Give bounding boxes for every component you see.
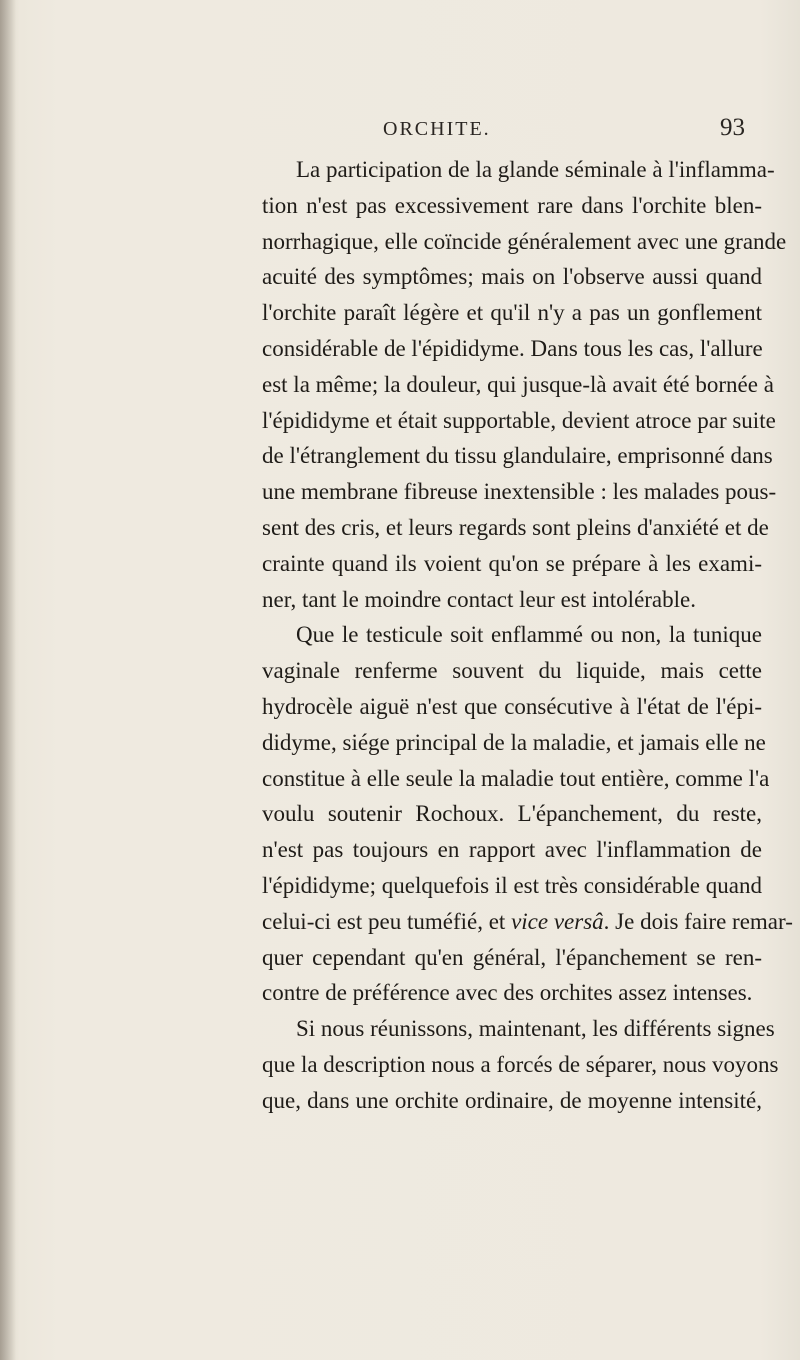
text-line: considérable de l'épididyme. Dans tous les cas, l'allure <box>262 335 763 361</box>
running-title: ORCHITE. <box>383 118 491 140</box>
text-line: celui-ci est peu tuméfié, et vice versâ. Je dois faire remar- <box>262 908 793 934</box>
text-line: constitue à elle seule la maladie tout entière, comme l'a <box>262 765 770 791</box>
text-line: ner, tant le moindre contact leur est intolérable. <box>262 586 696 612</box>
text-line: que, dans une orchite ordinaire, de moyenne intensité, <box>262 1087 762 1113</box>
text-line: contre de préférence avec des orchites assez intenses. <box>262 980 753 1006</box>
text-line: sent des cris, et leurs regards sont pleins d'anxiété et de <box>262 514 769 540</box>
text-line: que la description nous a forcés de séparer, nous voyons <box>262 1051 779 1077</box>
text-line: l'épididyme; quelquefois il est très considérable quand <box>262 872 762 898</box>
text-line: tion n'est pas excessivement rare dans l'orchite blen- <box>262 192 762 218</box>
text-line: voulu soutenir Rochoux. L'épanchement, du reste, <box>262 801 762 827</box>
text-line: Que le testicule soit enflammé ou non, la tunique <box>296 622 762 648</box>
text-line: norrhagique, elle coïncide généralement avec une grande <box>262 228 787 254</box>
text-line: quer cependant qu'en général, l'épanchement se ren- <box>262 944 762 970</box>
page-number: 93 <box>720 114 745 141</box>
binding-shadow <box>0 0 16 1360</box>
text-line: didyme, siége principal de la maladie, et jamais elle ne <box>262 729 766 755</box>
text-line: La participation de la glande séminale à l'inflamma- <box>296 157 775 182</box>
text-line: acuité des symptômes; mais on l'observe aussi quand <box>262 264 762 290</box>
text-line: est la même; la douleur, qui jusque-là avait été bornée à <box>262 371 774 397</box>
text-line: une membrane fibreuse inextensible : les malades pous- <box>262 479 777 505</box>
text-line: n'est pas toujours en rapport avec l'inflammation de <box>262 837 762 863</box>
text-line: l'épididyme et était supportable, devient atroce par suite <box>262 407 776 433</box>
text-line: vaginale renferme souvent du liquide, mais cette <box>262 658 762 684</box>
page-header <box>0 114 800 148</box>
text-line: l'orchite paraît légère et qu'il n'y a pas un gonflement <box>262 300 762 326</box>
text-line: hydrocèle aiguë n'est que consécutive à l'état de l'épi- <box>262 693 762 719</box>
text-line: Si nous réunissons, maintenant, les différents signes <box>296 1016 775 1042</box>
body-text <box>262 152 793 1119</box>
text-line: crainte quand ils voient qu'on se prépare à les exami- <box>262 550 762 576</box>
text-line: de l'étranglement du tissu glandulaire, emprisonné dans <box>262 443 773 469</box>
